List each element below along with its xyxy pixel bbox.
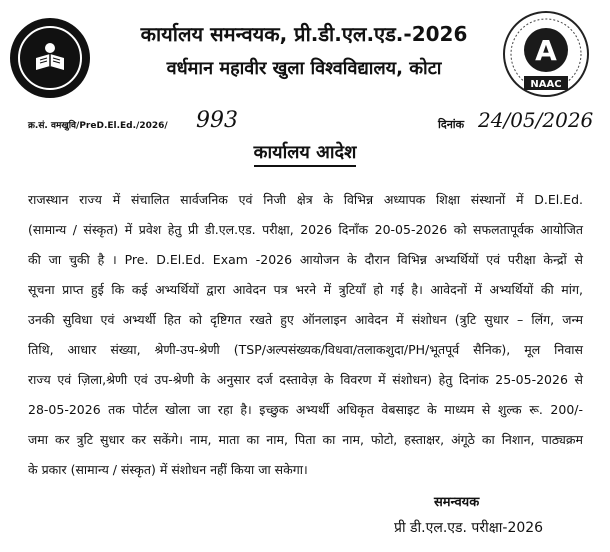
body-line: तिथि, आधार संख्या, श्रेणी-उप-श्रेणी (TSP/अल्पसंख्यक/विधवा/तलाकशुदा/PH/भूतपूर्व सैनिक), मूल निवास [28, 342, 583, 357]
body-line: उनकी सुविधा एवं अभ्यर्थी हित को दृष्टिगत रखते हुए ऑनलाइन आवेदन में संशोधन (त्रुटि सुधार – लिंग, जन्म [28, 312, 583, 327]
reference-number: 993 [196, 108, 238, 133]
body-line: राज्य एवं ज़िला,श्रेणी एवं उप-श्रेणी के अनुसार दर्ज दस्तावेज़ के विवरण में संशोधन) हेतु दिनांक 25-05-2026 से [28, 372, 583, 387]
university-name: वर्धमान महावीर खुला विश्वविद्यालय, कोटा [166, 58, 442, 79]
body-line: की जा चुकी है । Pre. D.El.Ed. Exam -2026 आयोजन के दौरान विभिन्न अभ्यर्थियों एवं परीक्षा केन्द्रों से [28, 252, 583, 267]
naac-accreditation-seal-icon [498, 10, 594, 102]
body-line: (सामान्य / संस्कृत) में प्रवेश हेतु प्री डी.एल.एड. परीक्षा, 2026 दिनाँक 20-05-2026 को सफलतापूर्वक आयोजित [28, 222, 583, 237]
university-emblem-icon [10, 18, 90, 98]
reference-label: क्र.सं. वमखुवि/PreD.El.Ed./2026/ [28, 121, 168, 131]
signatory-exam: प्री डी.एल.एड. परीक्षा-2026 [394, 520, 544, 536]
signatory-designation: समन्वयक [434, 495, 480, 510]
body-line: जमा कर त्रुटि सुधार कर सकेंगे। नाम, माता का नाम, पिता का नाम, फोटो, हस्ताक्षर, अंगूठे का निशान, पाठ्यक्रम [28, 432, 583, 447]
seal-label: NAAC [530, 79, 562, 90]
order-title-text: कार्यालय आदेश [254, 142, 357, 167]
body-line: सूचना प्राप्त हुई कि कई अभ्यर्थियों द्वारा आवेदन पत्र भरने में त्रुटियाँ हो गई है। आवेदनों में अभ्यर्थियों की मांग, [28, 282, 583, 297]
order-title [0, 140, 610, 164]
body-line: राजस्थान राज्य में संचालित सार्वजनिक एवं निजी क्षेत्र के विभिन्न अध्यापक शिक्षा संस्थानों में D.El.Ed. [28, 192, 583, 207]
emblem-book-icon [34, 40, 66, 74]
seal-grade: A [535, 34, 557, 67]
date-value: 24/05/2026 [478, 108, 594, 132]
date-label: दिनांक [438, 118, 465, 131]
office-title: कार्यालय समन्वयक, प्री.डी.एल.एड.-2026 [140, 22, 468, 46]
body-line: 28-05-2026 तक पोर्टल खोला जा रहा है। इच्छुक अभ्यर्थी अधिकृत वेबसाइट के माध्यम से शुल्क रू. 200/- [28, 402, 583, 417]
body-line: के प्रकार (सामान्य / संस्कृत) में संशोधन नहीं किया जा सकेगा। [28, 462, 308, 477]
